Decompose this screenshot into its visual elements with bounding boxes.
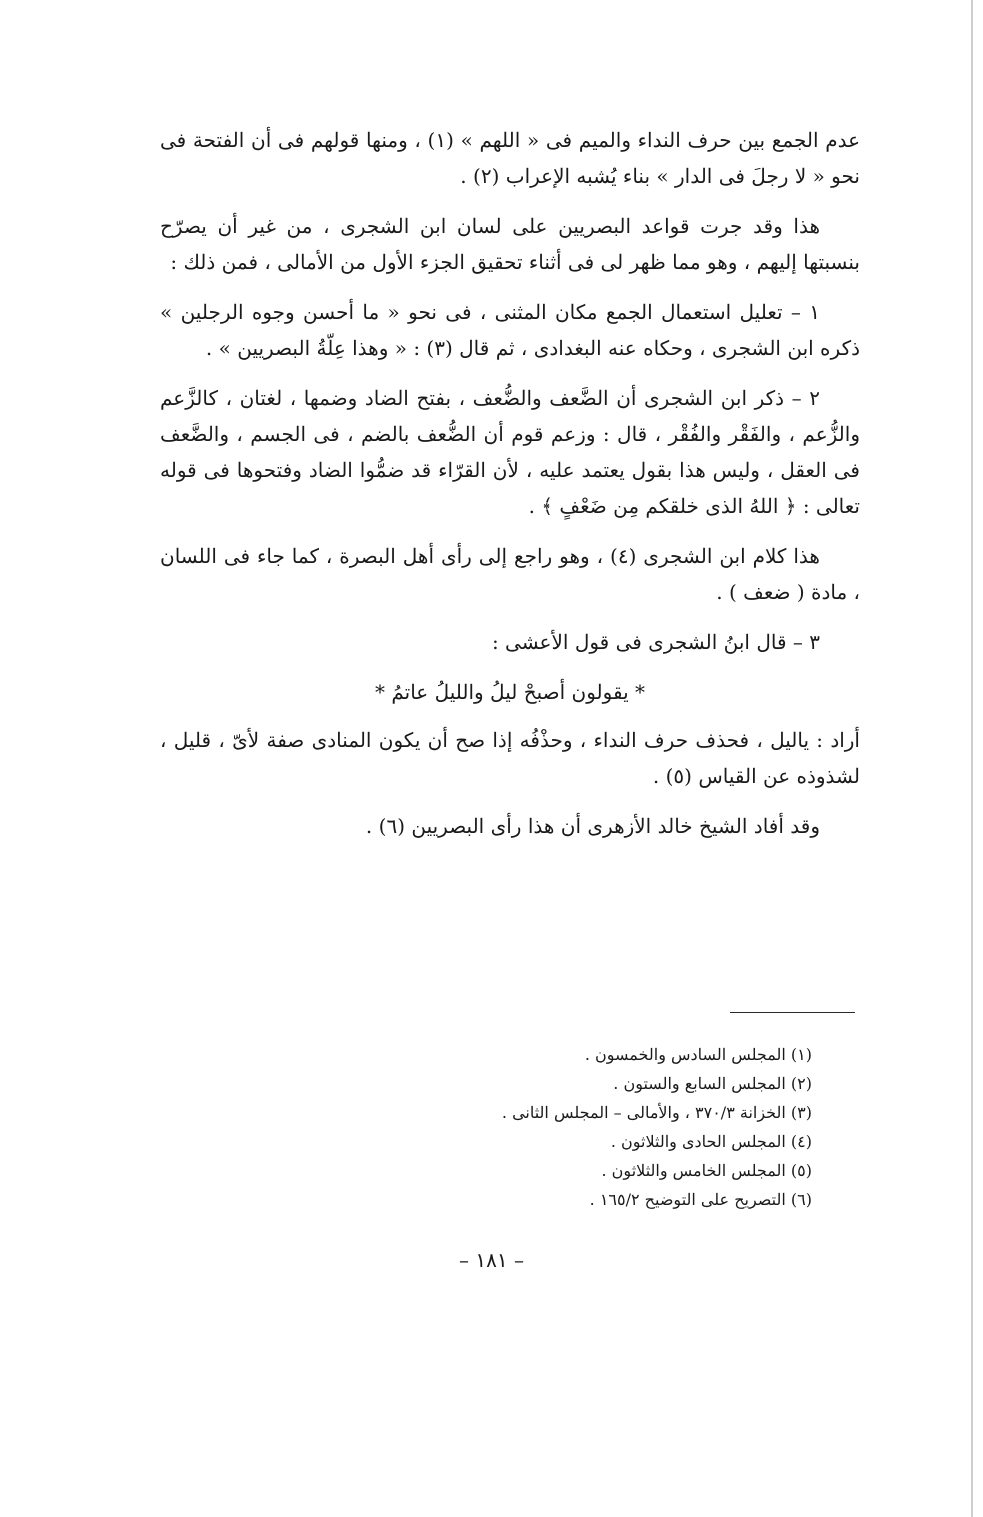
scan-edge-line — [971, 0, 973, 1517]
poem-verse: * يقولون أصبحْ ليلُ والليلُ عاتمُ * — [374, 680, 646, 704]
footnotes — [380, 1040, 812, 1214]
footnote-1: (١) المجلس السادس والخمسون . — [584, 1045, 812, 1064]
paragraph-8: وقد أفاد الشيخ خالد الأزهرى أن هذا رأى البصريين (٦) . — [365, 814, 820, 838]
footnote-3: (٣) الخزانة ٣٧٠/٣ ، والأمالى – المجلس الثانى . — [501, 1103, 812, 1122]
footnote-2: (٢) المجلس السابع والستون . — [613, 1074, 812, 1093]
footnote-5: (٥) المجلس الخامس والثلاثون . — [601, 1161, 812, 1180]
main-text — [160, 122, 860, 858]
footnote-separator — [730, 1012, 855, 1013]
footnote-4: (٤) المجلس الحادى والثلاثون . — [610, 1132, 812, 1151]
paragraph-3: ١ – تعليل استعمال الجمع مكان المثنى ، فى نحو « ما أحسن وجوه الرجلين » ذكره ابن الشجرى ، وحكاه عنه البغدادى ، ثم قال (٣) : « وهذا عِلّةُ البصريين » . — [160, 300, 860, 360]
page-number: – ١٨١ – — [459, 1248, 524, 1272]
paragraph-1: عدم الجمع بين حرف النداء والميم فى « اللهم » (١) ، ومنها قولهم فى أن الفتحة فى نحو « لا رجلَ فى الدار » بناء يُشبه الإعراب (٢) . — [160, 128, 861, 188]
paragraph-5: هذا كلام ابن الشجرى (٤) ، وهو راجع إلى رأى أهل البصرة ، كما جاء فى اللسان ، مادة ( ضعف ) . — [160, 544, 860, 604]
paragraph-6: ٣ – قال ابنُ الشجرى فى قول الأعشى : — [491, 630, 820, 654]
paragraph-4: ٢ – ذكر ابن الشجرى أن الضَّعف والضُّعف ، بفتح الضاد وضمها ، لغتان ، كالزَّعم والزُّعم ، والفَقْر والفُقْر ، قال : وزعم قوم أن الضُّعف بالضم ، فى الجسم ، والضَّعف فى العقل ، وليس هذا بقول يعتمد عليه ، لأن القرّاء قد ضمُّوا الضاد وفتحوها فى قوله تعالى : ﴿ اللهُ الذى خلقكم مِن ضَعْفٍ ﴾ . — [160, 386, 860, 518]
paragraph-2: هذا وقد جرت قواعد البصريين على لسان ابن الشجرى ، من غير أن يصرّح بنسبتها إليهم ، وهو مما ظهر لى فى أثناء تحقيق الجزء الأول من الأمالى ، فمن ذلك : — [160, 214, 860, 274]
footnote-6: (٦) التصريح على التوضيح ١٦٥/٢ . — [589, 1190, 812, 1209]
paragraph-7: أراد : ياليل ، فحذف حرف النداء ، وحذْفُه إذا صح أن يكون المنادى صفة لأىّ ، قليل ، لشذوذه عن القياس (٥) . — [160, 728, 860, 788]
